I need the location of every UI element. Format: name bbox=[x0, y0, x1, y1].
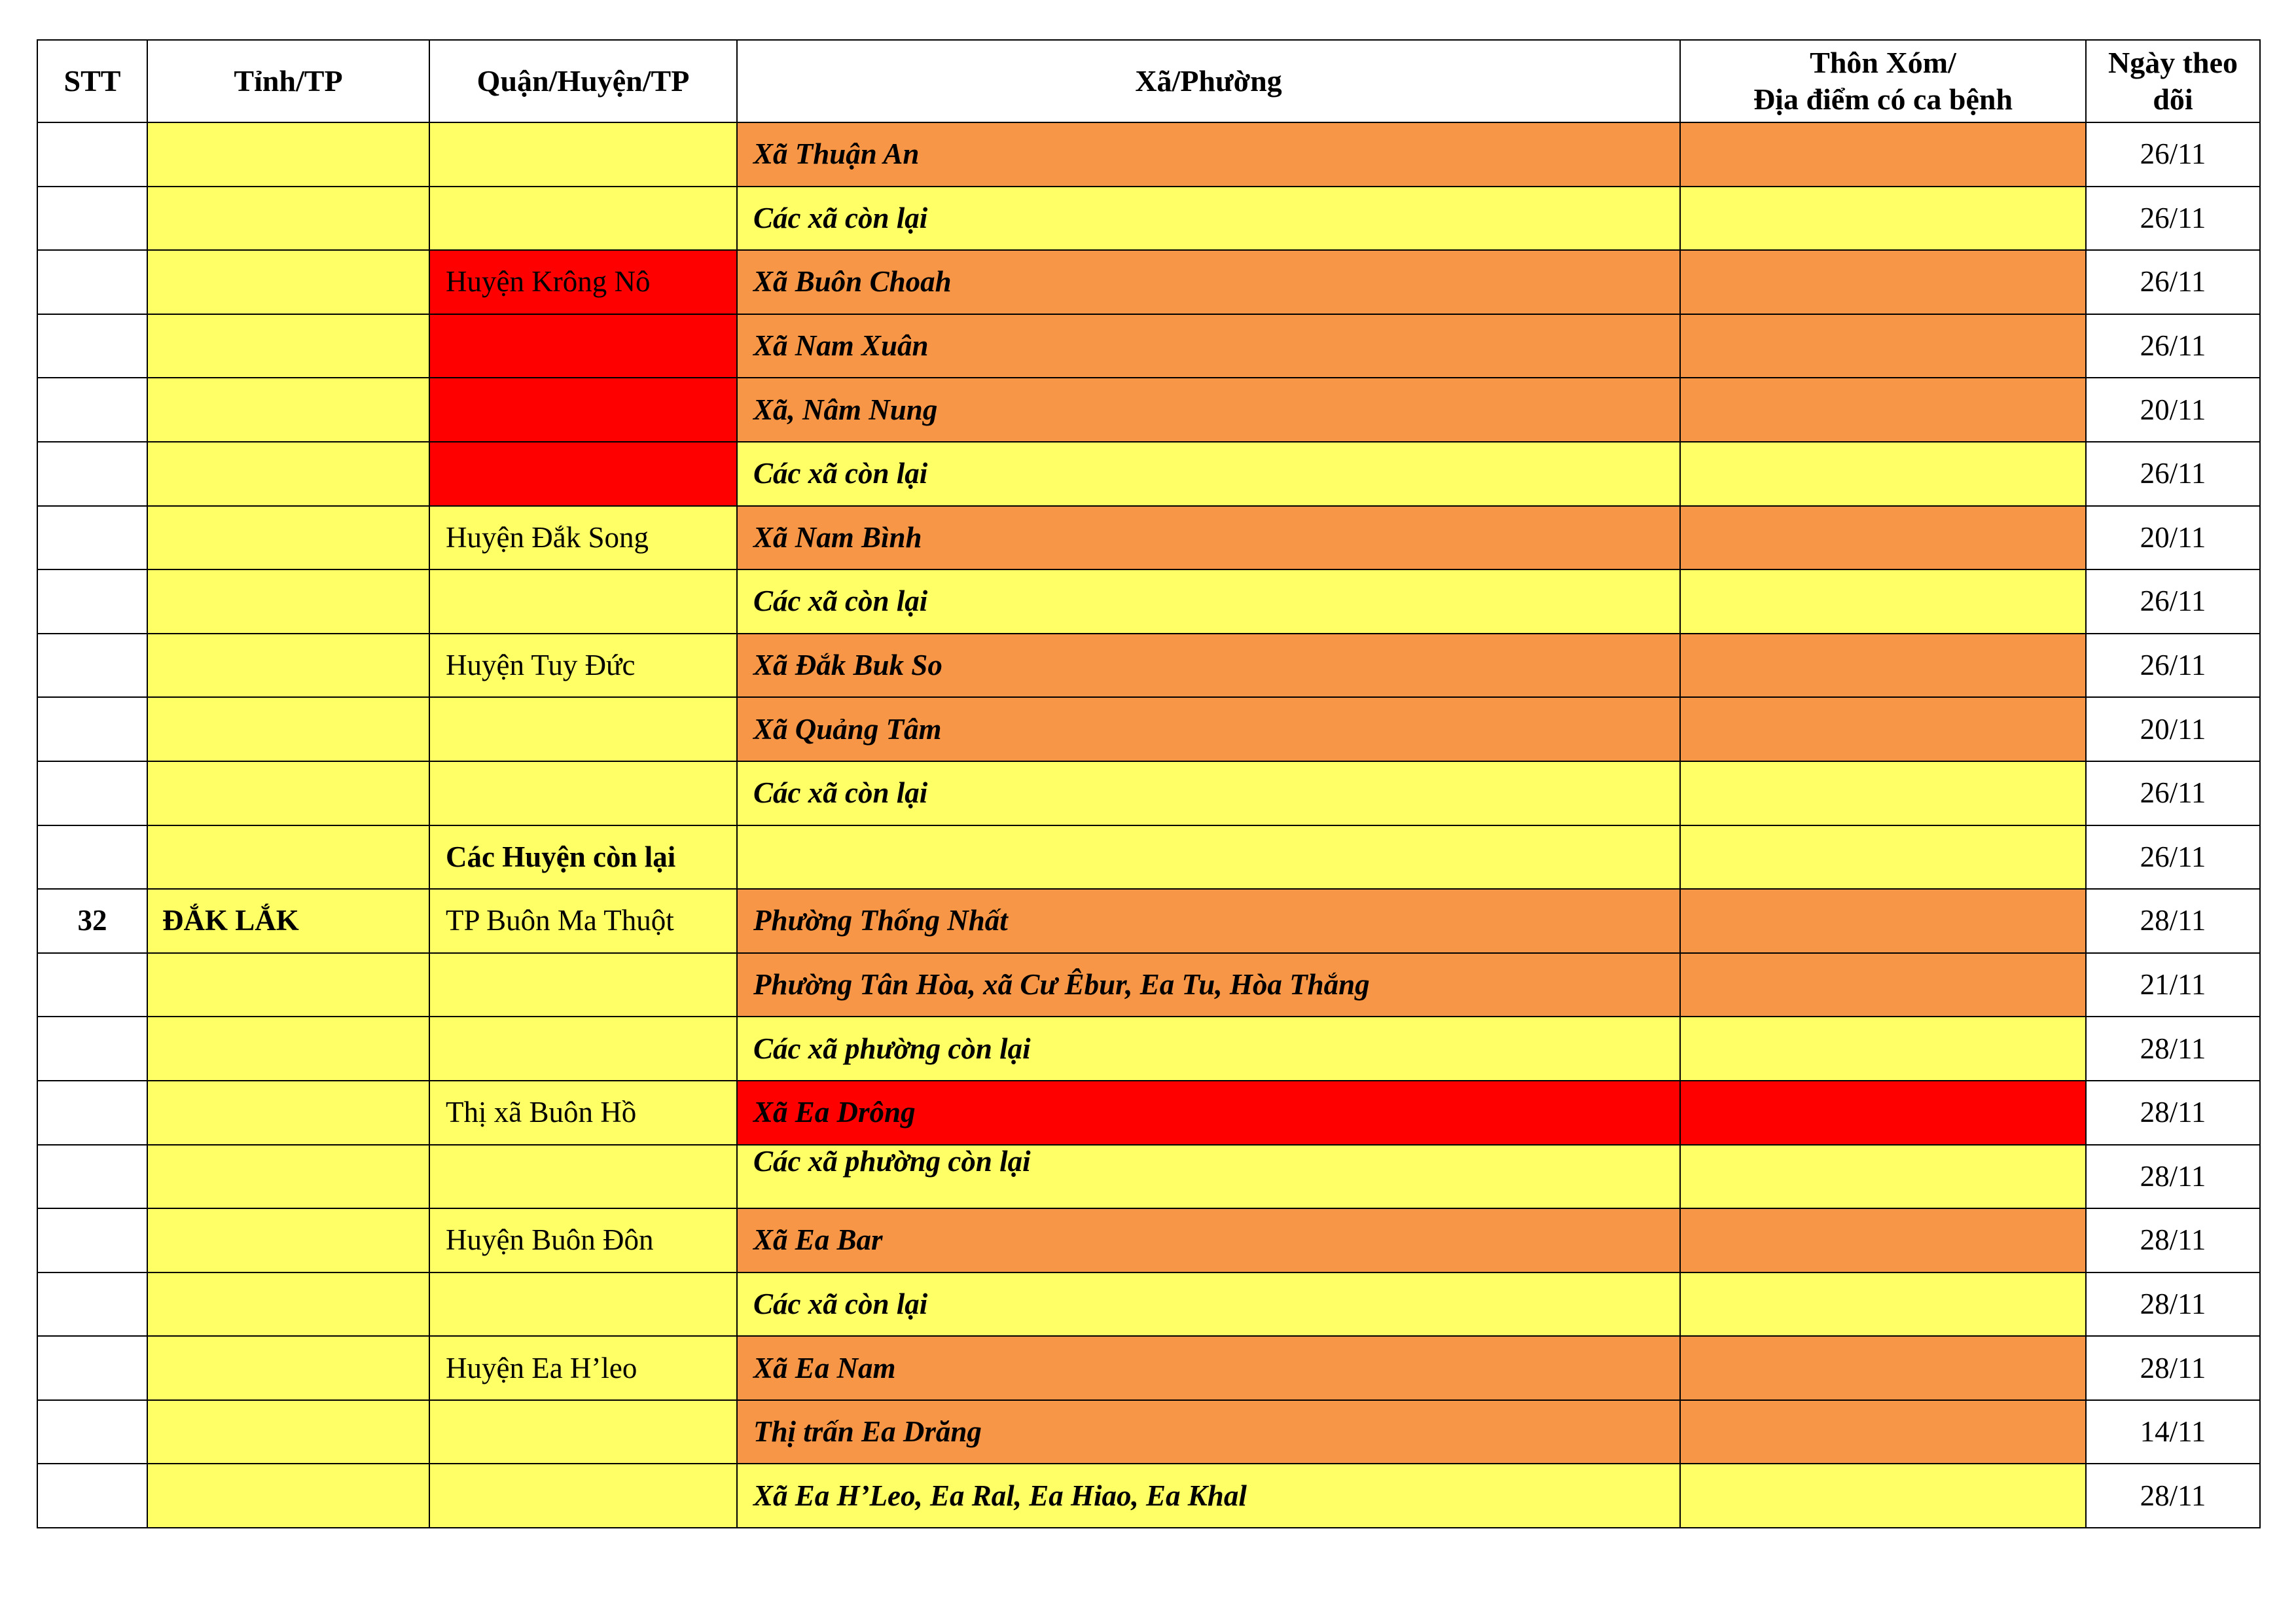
stt-cell: 32 bbox=[37, 889, 147, 953]
date-cell: 28/11 bbox=[2086, 1208, 2260, 1272]
date-cell: 20/11 bbox=[2086, 378, 2260, 442]
hamlet-cell bbox=[1680, 250, 2086, 314]
table-row bbox=[37, 122, 2260, 187]
province-cell bbox=[147, 1400, 429, 1464]
table-header bbox=[37, 40, 2260, 122]
province-cell bbox=[147, 697, 429, 761]
hamlet-cell bbox=[1680, 506, 2086, 570]
header-date-line1: Ngày theo bbox=[2108, 45, 2238, 79]
date-cell: 20/11 bbox=[2086, 697, 2260, 761]
date-cell: 26/11 bbox=[2086, 825, 2260, 890]
stt-cell bbox=[37, 634, 147, 698]
stt-cell bbox=[37, 1017, 147, 1081]
province-cell bbox=[147, 634, 429, 698]
header-province: Tỉnh/TP bbox=[147, 40, 429, 122]
district-cell bbox=[429, 569, 737, 634]
province-cell bbox=[147, 187, 429, 251]
table-row bbox=[37, 1017, 2260, 1081]
province-cell bbox=[147, 314, 429, 378]
header-date bbox=[2086, 40, 2260, 122]
table-row bbox=[37, 442, 2260, 506]
stt-cell bbox=[37, 1336, 147, 1400]
commune-cell: Các xã còn lại bbox=[737, 569, 1680, 634]
stt-cell bbox=[37, 1272, 147, 1337]
commune-cell: Các xã còn lại bbox=[737, 761, 1680, 825]
commune-cell bbox=[737, 825, 1680, 890]
province-cell bbox=[147, 442, 429, 506]
district-cell bbox=[429, 314, 737, 378]
date-cell: 28/11 bbox=[2086, 1464, 2260, 1528]
date-cell: 21/11 bbox=[2086, 953, 2260, 1017]
commune-cell: Xã Thuận An bbox=[737, 122, 1680, 187]
hamlet-cell bbox=[1680, 1017, 2086, 1081]
header-district: Quận/Huyện/TP bbox=[429, 40, 737, 122]
date-cell: 26/11 bbox=[2086, 569, 2260, 634]
table-row bbox=[37, 250, 2260, 314]
stt-cell bbox=[37, 1145, 147, 1209]
district-cell bbox=[429, 761, 737, 825]
hamlet-cell bbox=[1680, 1400, 2086, 1464]
hamlet-cell bbox=[1680, 314, 2086, 378]
province-cell bbox=[147, 1208, 429, 1272]
stt-cell bbox=[37, 825, 147, 890]
commune-cell: Các xã còn lại bbox=[737, 442, 1680, 506]
stt-cell bbox=[37, 506, 147, 570]
district-cell bbox=[429, 1400, 737, 1464]
date-cell: 28/11 bbox=[2086, 1336, 2260, 1400]
hamlet-cell bbox=[1680, 378, 2086, 442]
date-cell: 28/11 bbox=[2086, 1017, 2260, 1081]
district-cell: Các Huyện còn lại bbox=[429, 825, 737, 890]
district-cell bbox=[429, 1145, 737, 1209]
commune-cell: Các xã phường còn lại bbox=[737, 1145, 1680, 1209]
stt-cell bbox=[37, 122, 147, 187]
district-cell bbox=[429, 122, 737, 187]
date-cell: 14/11 bbox=[2086, 1400, 2260, 1464]
commune-cell: Xã Ea Drông bbox=[737, 1081, 1680, 1145]
province-cell bbox=[147, 1464, 429, 1528]
hamlet-cell bbox=[1680, 1081, 2086, 1145]
district-cell bbox=[429, 378, 737, 442]
hamlet-cell bbox=[1680, 122, 2086, 187]
date-cell: 28/11 bbox=[2086, 889, 2260, 953]
hamlet-cell bbox=[1680, 825, 2086, 890]
district-cell: Huyện Đắk Song bbox=[429, 506, 737, 570]
table-row bbox=[37, 1081, 2260, 1145]
province-cell bbox=[147, 378, 429, 442]
province-cell: ĐẮK LẮK bbox=[147, 889, 429, 953]
header-hamlet-line2: Địa điểm có ca bệnh bbox=[1753, 82, 2013, 116]
date-cell: 26/11 bbox=[2086, 187, 2260, 251]
district-cell bbox=[429, 442, 737, 506]
commune-cell: Xã Quảng Tâm bbox=[737, 697, 1680, 761]
province-cell bbox=[147, 1081, 429, 1145]
date-cell: 26/11 bbox=[2086, 250, 2260, 314]
district-cell bbox=[429, 187, 737, 251]
commune-cell: Xã Đắk Buk So bbox=[737, 634, 1680, 698]
table-row bbox=[37, 825, 2260, 890]
province-cell bbox=[147, 953, 429, 1017]
stt-cell bbox=[37, 314, 147, 378]
stt-cell bbox=[37, 761, 147, 825]
tracking-table bbox=[37, 39, 2261, 1528]
commune-cell: Xã Nam Bình bbox=[737, 506, 1680, 570]
hamlet-cell bbox=[1680, 889, 2086, 953]
province-cell bbox=[147, 1336, 429, 1400]
hamlet-cell bbox=[1680, 1208, 2086, 1272]
header-hamlet bbox=[1680, 40, 2086, 122]
header-stt: STT bbox=[37, 40, 147, 122]
stt-cell bbox=[37, 697, 147, 761]
table-row bbox=[37, 506, 2260, 570]
table-row bbox=[37, 889, 2260, 953]
header-date-line2: dõi bbox=[2153, 82, 2193, 116]
table-row bbox=[37, 314, 2260, 378]
district-cell bbox=[429, 1017, 737, 1081]
table-row bbox=[37, 1145, 2260, 1209]
table-body bbox=[37, 122, 2260, 1528]
date-cell: 26/11 bbox=[2086, 314, 2260, 378]
date-cell: 28/11 bbox=[2086, 1145, 2260, 1209]
table-row bbox=[37, 1336, 2260, 1400]
province-cell bbox=[147, 825, 429, 890]
hamlet-cell bbox=[1680, 1272, 2086, 1337]
hamlet-cell bbox=[1680, 187, 2086, 251]
table-row bbox=[37, 1208, 2260, 1272]
table-row bbox=[37, 187, 2260, 251]
header-row bbox=[37, 40, 2260, 122]
hamlet-cell bbox=[1680, 953, 2086, 1017]
table-row bbox=[37, 953, 2260, 1017]
province-cell bbox=[147, 761, 429, 825]
stt-cell bbox=[37, 250, 147, 314]
hamlet-cell bbox=[1680, 761, 2086, 825]
district-cell: Huyện Buôn Đôn bbox=[429, 1208, 737, 1272]
table-row bbox=[37, 697, 2260, 761]
header-hamlet-line1: Thôn Xóm/ bbox=[1810, 45, 1956, 79]
district-cell: Huyện Tuy Đức bbox=[429, 634, 737, 698]
commune-cell: Xã Ea H’Leo, Ea Ral, Ea Hiao, Ea Khal bbox=[737, 1464, 1680, 1528]
hamlet-cell bbox=[1680, 634, 2086, 698]
date-cell: 26/11 bbox=[2086, 761, 2260, 825]
table-row bbox=[37, 1464, 2260, 1528]
province-cell bbox=[147, 1145, 429, 1209]
date-cell: 26/11 bbox=[2086, 122, 2260, 187]
district-cell: TP Buôn Ma Thuột bbox=[429, 889, 737, 953]
province-cell bbox=[147, 122, 429, 187]
hamlet-cell bbox=[1680, 1145, 2086, 1209]
commune-cell: Xã Ea Nam bbox=[737, 1336, 1680, 1400]
table-row bbox=[37, 761, 2260, 825]
hamlet-cell bbox=[1680, 1336, 2086, 1400]
date-cell: 26/11 bbox=[2086, 442, 2260, 506]
date-cell: 28/11 bbox=[2086, 1272, 2260, 1337]
commune-cell: Xã Ea Bar bbox=[737, 1208, 1680, 1272]
hamlet-cell bbox=[1680, 697, 2086, 761]
commune-cell: Xã Buôn Choah bbox=[737, 250, 1680, 314]
date-cell: 20/11 bbox=[2086, 506, 2260, 570]
district-cell: Huyện Krông Nô bbox=[429, 250, 737, 314]
commune-cell: Phường Tân Hòa, xã Cư Êbur, Ea Tu, Hòa Thắng bbox=[737, 953, 1680, 1017]
district-cell bbox=[429, 953, 737, 1017]
province-cell bbox=[147, 506, 429, 570]
commune-cell: Phường Thống Nhất bbox=[737, 889, 1680, 953]
district-cell: Thị xã Buôn Hồ bbox=[429, 1081, 737, 1145]
commune-cell: Các xã còn lại bbox=[737, 1272, 1680, 1337]
stt-cell bbox=[37, 953, 147, 1017]
date-cell: 28/11 bbox=[2086, 1081, 2260, 1145]
table-row bbox=[37, 569, 2260, 634]
stt-cell bbox=[37, 187, 147, 251]
district-cell bbox=[429, 697, 737, 761]
province-cell bbox=[147, 250, 429, 314]
stt-cell bbox=[37, 442, 147, 506]
table-row bbox=[37, 1272, 2260, 1337]
date-cell: 26/11 bbox=[2086, 634, 2260, 698]
province-cell bbox=[147, 569, 429, 634]
district-cell bbox=[429, 1272, 737, 1337]
stt-cell bbox=[37, 378, 147, 442]
stt-cell bbox=[37, 1081, 147, 1145]
commune-cell: Xã Nam Xuân bbox=[737, 314, 1680, 378]
district-cell bbox=[429, 1464, 737, 1528]
commune-cell: Các xã còn lại bbox=[737, 187, 1680, 251]
hamlet-cell bbox=[1680, 442, 2086, 506]
stt-cell bbox=[37, 1464, 147, 1528]
province-cell bbox=[147, 1272, 429, 1337]
district-cell: Huyện Ea H’leo bbox=[429, 1336, 737, 1400]
commune-cell: Các xã phường còn lại bbox=[737, 1017, 1680, 1081]
header-commune: Xã/Phường bbox=[737, 40, 1680, 122]
stt-cell bbox=[37, 1208, 147, 1272]
stt-cell bbox=[37, 569, 147, 634]
table-row bbox=[37, 378, 2260, 442]
hamlet-cell bbox=[1680, 1464, 2086, 1528]
province-cell bbox=[147, 1017, 429, 1081]
table-row bbox=[37, 1400, 2260, 1464]
table-row bbox=[37, 634, 2260, 698]
hamlet-cell bbox=[1680, 569, 2086, 634]
commune-cell: Thị trấn Ea Drăng bbox=[737, 1400, 1680, 1464]
commune-cell: Xã, Nâm Nung bbox=[737, 378, 1680, 442]
stt-cell bbox=[37, 1400, 147, 1464]
